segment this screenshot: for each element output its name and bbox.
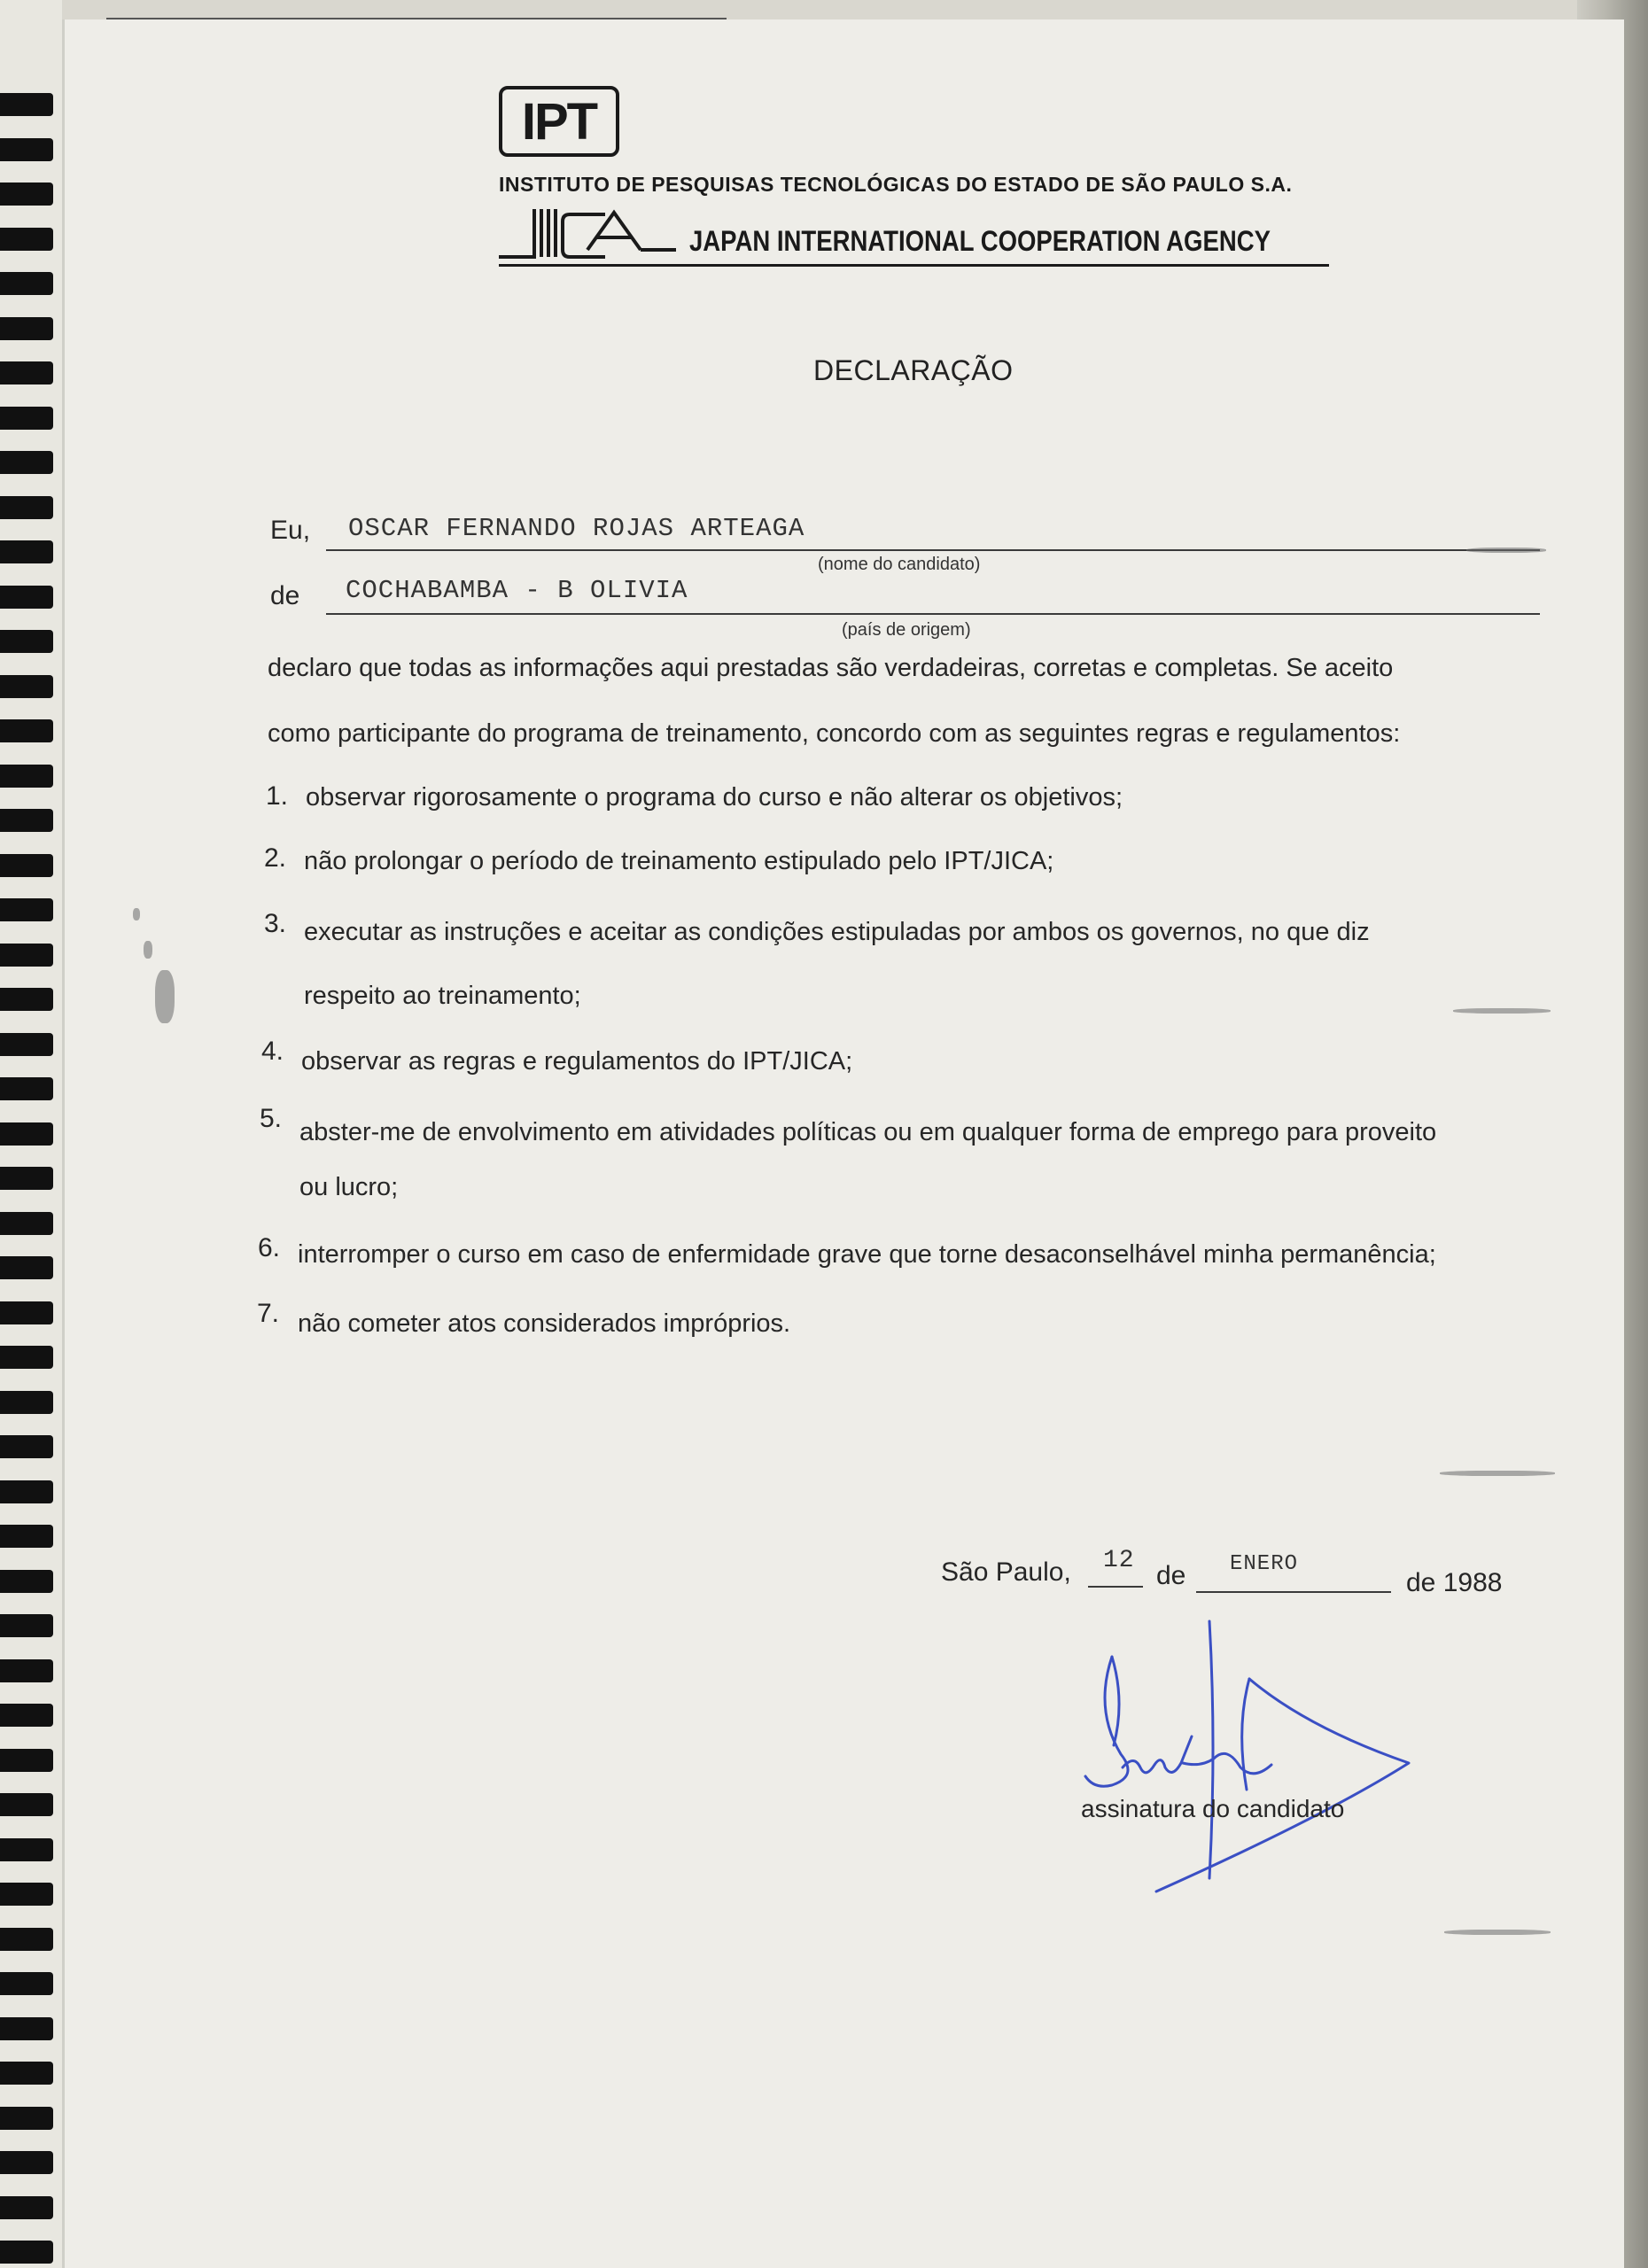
document-title: DECLARAÇÃO xyxy=(813,354,1014,386)
name-underline xyxy=(326,549,1540,551)
top-edge-line xyxy=(106,18,727,19)
intro-line-2: como participante do programa de treinamento, concordo com as seguintes regras e regulamentos: xyxy=(268,719,1401,748)
rule-number: 4. xyxy=(261,1037,284,1066)
candidate-name-field: OSCAR FERNANDO ROJAS ARTEAGA xyxy=(348,514,805,543)
ipt-logo: IPT xyxy=(499,86,619,157)
binding-ring xyxy=(0,675,53,698)
jica-logo xyxy=(499,206,676,266)
rule-number: 2. xyxy=(264,843,287,873)
binding-ring xyxy=(0,2017,53,2040)
binding-ring xyxy=(0,1167,53,1190)
rule-number: 6. xyxy=(258,1233,281,1262)
binding-ring xyxy=(0,183,53,206)
rule-number: 5. xyxy=(260,1104,283,1133)
scan-smudge xyxy=(133,908,140,920)
scan-smudge xyxy=(1444,1930,1551,1935)
binding-ring xyxy=(0,138,53,161)
spiral-binding xyxy=(0,0,62,2268)
origin-underline xyxy=(326,613,1540,615)
binding-ring xyxy=(0,586,53,609)
binding-ring xyxy=(0,1793,53,1816)
scan-smudge xyxy=(155,970,175,1023)
binding-ring xyxy=(0,2062,53,2085)
binding-ring xyxy=(0,317,53,340)
binding-ring xyxy=(0,361,53,384)
agency-name: JAPAN INTERNATIONAL COOPERATION AGENCY xyxy=(689,225,1271,257)
binding-ring xyxy=(0,1391,53,1414)
binding-ring xyxy=(0,765,53,788)
rule-text: observar rigorosamente o programa do curso e não alterar os objetivos; xyxy=(306,783,1123,812)
day-field: 12 xyxy=(1103,1547,1135,1574)
binding-ring xyxy=(0,1749,53,1772)
binding-ring xyxy=(0,451,53,474)
scan-smudge xyxy=(1466,548,1546,553)
place-label: São Paulo, xyxy=(941,1557,1071,1587)
institute-name: INSTITUTO DE PESQUISAS TECNOLÓGICAS DO ESTADO DE SÃO PAULO S.A. xyxy=(499,173,1293,196)
binding-ring xyxy=(0,1346,53,1369)
rule-text: executar as instruções e aceitar as condições estipuladas por ambos os governos, no que diz xyxy=(304,918,1370,946)
binding-ring xyxy=(0,944,53,967)
rule-text: não cometer atos considerados impróprios. xyxy=(298,1309,791,1338)
binding-ring xyxy=(0,1525,53,1548)
rule-text-continued: ou lucro; xyxy=(299,1173,399,1201)
name-prefix: Eu, xyxy=(270,516,311,545)
binding-ring xyxy=(0,1704,53,1727)
date-de-label: de xyxy=(1156,1561,1186,1590)
binding-ring xyxy=(0,2107,53,2130)
rule-text: observar as regras e regulamentos do IPT/JICA; xyxy=(301,1047,853,1076)
month-field: ENERO xyxy=(1230,1552,1299,1576)
origin-prefix: de xyxy=(270,581,300,610)
binding-ring xyxy=(0,1883,53,1906)
binding-ring xyxy=(0,540,53,563)
origin-caption: (país de origem) xyxy=(842,620,971,640)
rule-text: interromper o curso em caso de enfermidade grave que torne desaconselhável minha permanência; xyxy=(298,1240,1436,1269)
rule-number: 7. xyxy=(257,1299,280,1328)
binding-ring xyxy=(0,1614,53,1637)
binding-ring xyxy=(0,2196,53,2219)
header-rule xyxy=(499,264,1329,267)
binding-ring xyxy=(0,496,53,519)
binding-ring xyxy=(0,630,53,653)
binding-ring xyxy=(0,988,53,1011)
binding-ring xyxy=(0,898,53,921)
scan-smudge xyxy=(144,941,152,959)
rule-text: abster-me de envolvimento em atividades políticas ou em qualquer forma de emprego para proveito xyxy=(299,1118,1437,1146)
intro-line-1: declaro que todas as informações aqui prestadas são verdadeiras, corretas e completas. Se aceito xyxy=(268,654,1394,682)
binding-ring xyxy=(0,809,53,832)
binding-ring xyxy=(0,1435,53,1458)
binding-ring xyxy=(0,1033,53,1056)
binding-ring xyxy=(0,1659,53,1682)
signature-caption: assinatura do candidato xyxy=(1081,1795,1345,1822)
binding-ring xyxy=(0,93,53,116)
scan-smudge xyxy=(1453,1008,1551,1014)
rule-text: não prolongar o período de treinamento estipulado pelo IPT/JICA; xyxy=(304,847,1054,875)
rule-text-continued: respeito ao treinamento; xyxy=(304,982,581,1010)
binding-ring xyxy=(0,1256,53,1279)
rule-number: 1. xyxy=(266,781,289,811)
month-underline xyxy=(1196,1591,1391,1593)
year-label: de 1988 xyxy=(1406,1568,1503,1597)
binding-ring xyxy=(0,2241,53,2264)
candidate-signature xyxy=(1059,1612,1431,1896)
binding-ring xyxy=(0,719,53,742)
binding-ring xyxy=(0,854,53,877)
binding-ring xyxy=(0,1077,53,1100)
binding-ring xyxy=(0,1122,53,1146)
binding-ring xyxy=(0,2151,53,2174)
rule-number: 3. xyxy=(264,909,287,938)
binding-ring xyxy=(0,1212,53,1235)
day-underline xyxy=(1088,1586,1143,1588)
binding-ring xyxy=(0,1972,53,1995)
binding-ring xyxy=(0,1480,53,1503)
binding-ring xyxy=(0,407,53,430)
name-caption: (nome do candidato) xyxy=(818,555,981,574)
binding-ring xyxy=(0,228,53,251)
binding-ring xyxy=(0,1570,53,1593)
binding-ring xyxy=(0,1928,53,1951)
binding-ring xyxy=(0,1838,53,1861)
origin-country-field: COCHABAMBA - B OLIVIA xyxy=(346,576,688,605)
scan-smudge xyxy=(1440,1471,1555,1476)
binding-ring xyxy=(0,1301,53,1324)
binding-ring xyxy=(0,272,53,295)
